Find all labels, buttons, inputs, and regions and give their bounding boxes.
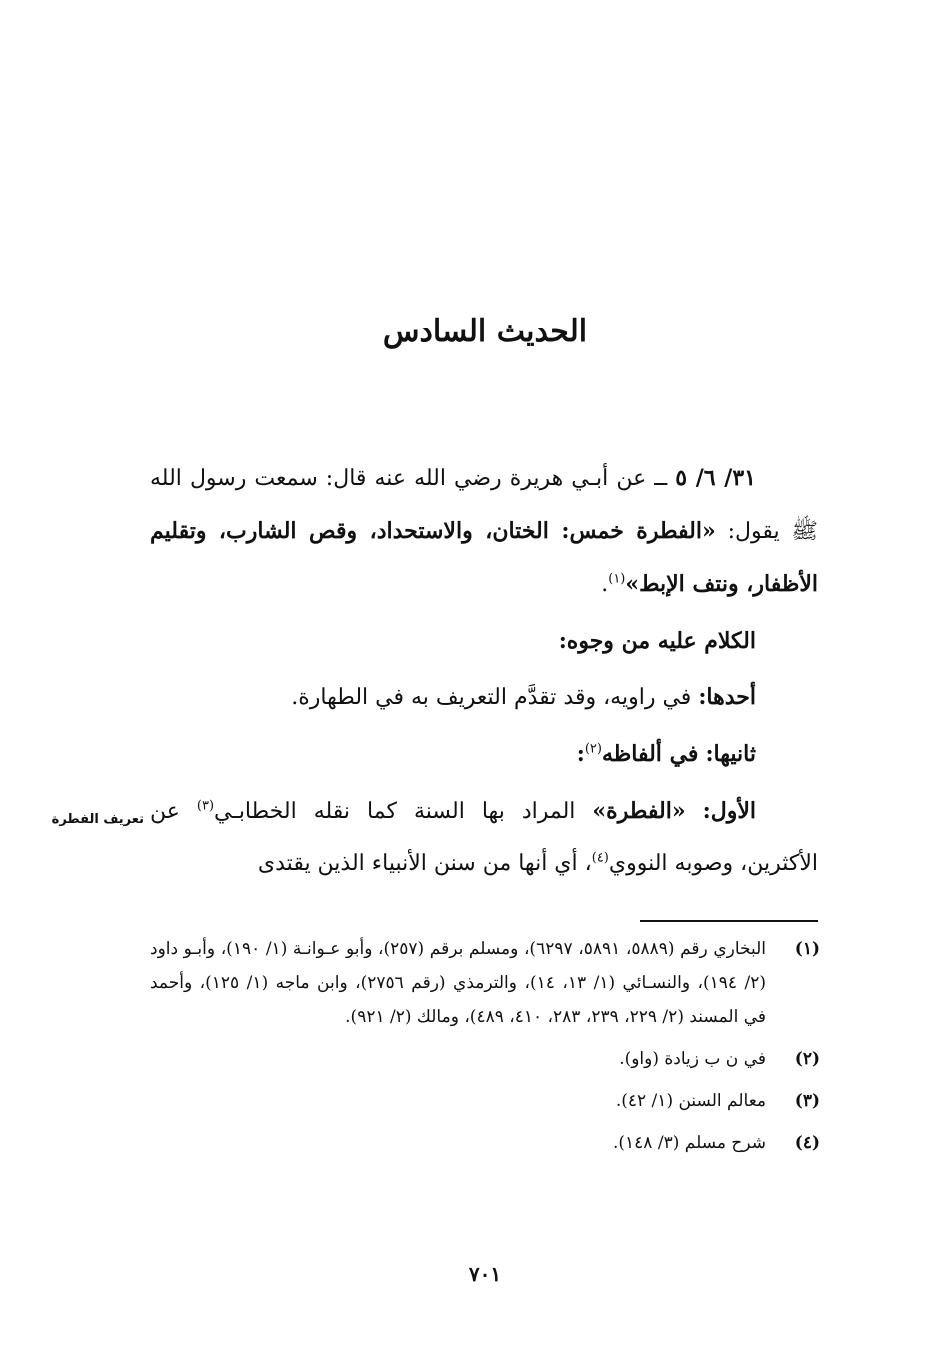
first-aspect bbox=[150, 671, 818, 724]
awwal-text-3: ، أي أنها من سنن الأنبياء الذين يقتدى bbox=[257, 851, 592, 876]
main-text bbox=[150, 452, 818, 890]
second-aspect-end: : bbox=[576, 741, 585, 767]
margin-note: تعريف الفطرة bbox=[51, 812, 144, 827]
footnote-divider bbox=[640, 920, 818, 922]
hadith-end: . bbox=[601, 572, 609, 597]
hadith-text: ــ عن أبـي هريرة رضي الله عنه قال: سمعت رسول الله ﷺ يقول: bbox=[150, 466, 818, 544]
intro-line: الكلام عليه من وجوه: bbox=[558, 628, 756, 654]
footnote-2 bbox=[150, 1042, 820, 1076]
footnote-number: (٤) bbox=[794, 1133, 820, 1153]
awwal-quote: «الفطرة» bbox=[592, 798, 686, 824]
footnote-3 bbox=[150, 1084, 820, 1118]
footnote-text: معالم السنن (١/ ٤٢). bbox=[615, 1091, 766, 1111]
footnote-number: (٣) bbox=[794, 1091, 820, 1111]
second-aspect-label: ثانيها: bbox=[705, 741, 756, 767]
footnote-ref-4[interactable]: (٤) bbox=[591, 850, 609, 866]
footnote-4 bbox=[150, 1126, 820, 1160]
footnotes bbox=[150, 932, 820, 1168]
hadith-quote: «الفطرة خمس: الختان، والاستحداد، وقص الشارب، وتقليم الأظفار، ونتف الإبط» bbox=[150, 518, 818, 597]
footnote-ref-3[interactable]: (٣) bbox=[196, 798, 215, 814]
first-aspect-text: في راويه، وقد تقدَّم التعريف به في الطهارة. bbox=[291, 685, 692, 710]
awwal-label: الأول: bbox=[702, 798, 756, 824]
footnote-number: (١) bbox=[794, 939, 820, 959]
footnote-text: البخاري رقم (٥٨٨٩، ٥٨٩١، ٦٢٩٧)، ومسلم برقم (٢٥٧)، وأبو عـوانـة (١/ ١٩٠)، وأبـو داود (٢/ ١٩٤)، والنسـائي (١/ ١٣، ١٤)، والترمذي (رقم ٢٧٥٦)، وابن ماجه (١/ ١٢٥)، وأحمد في المسند (٢/ ٢٢٩، ٢٣٩، ٢٨٣، ٤١٠، ٤٨٩)، ومالك (٢/ ٩٢١). bbox=[150, 939, 767, 1027]
footnote-ref-2[interactable]: (٢) bbox=[584, 741, 602, 757]
page-title: الحديث السادس bbox=[382, 314, 588, 349]
hadith-paragraph bbox=[150, 452, 818, 611]
footnote-ref-1[interactable]: (١) bbox=[608, 571, 626, 587]
footnote-text: في ن ب زيادة (واو). bbox=[619, 1049, 766, 1069]
second-aspect bbox=[150, 728, 818, 781]
awwal-text-2: عن الأكثرين، وصوبه النووي bbox=[150, 799, 818, 876]
hadith-number: ٣١/ ٦/ ٥ bbox=[675, 465, 756, 491]
footnote-number: (٢) bbox=[794, 1049, 820, 1069]
footnote-1 bbox=[150, 932, 820, 1034]
page-number: ٧٠١ bbox=[468, 1262, 502, 1286]
first-aspect-label: أحدها: bbox=[698, 684, 756, 710]
footnote-text: شرح مسلم (٣/ ١٤٨). bbox=[613, 1133, 766, 1153]
awwal-paragraph bbox=[150, 785, 818, 890]
second-aspect-text: في ألفاظه bbox=[601, 741, 699, 767]
awwal-text-1: المراد بها السنة كما نقله الخطابـي bbox=[214, 799, 576, 824]
